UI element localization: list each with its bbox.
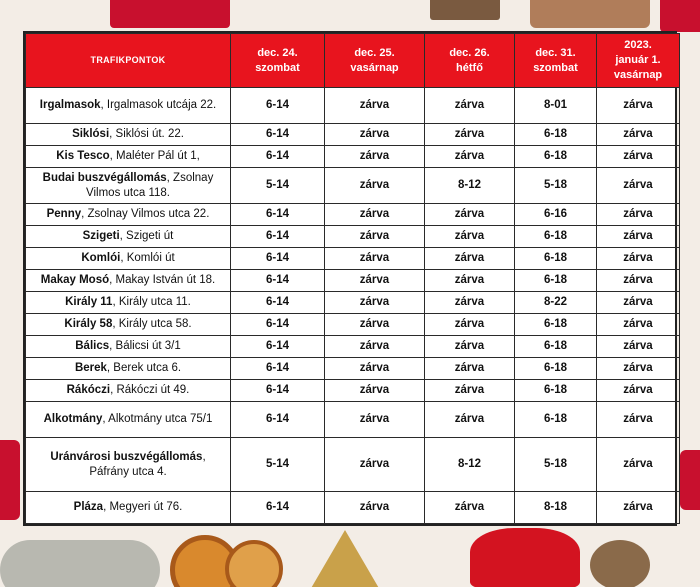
location-name: Király 11 [65, 296, 113, 308]
hours-cell: 6-18 [515, 146, 597, 168]
hours-cell: 6-14 [231, 146, 325, 168]
hours-cell: 6-18 [515, 226, 597, 248]
hours-cell: 6-14 [231, 226, 325, 248]
location-cell [26, 358, 231, 380]
table-row [26, 336, 680, 358]
hours-cell: 6-18 [515, 124, 597, 146]
hours-cell: zárva [425, 380, 515, 402]
location-cell [26, 314, 231, 336]
hours-cell: zárva [325, 248, 425, 270]
hours-cell: 6-14 [231, 492, 325, 524]
location-cell [26, 248, 231, 270]
location-address: , Páfrány utca 4. [89, 450, 206, 478]
hours-cell: 6-14 [231, 248, 325, 270]
red-bow-decoration [470, 528, 580, 587]
hours-cell: zárva [425, 248, 515, 270]
hours-cell: 6-14 [231, 402, 325, 438]
hours-cell: zárva [597, 248, 680, 270]
location-name: Pláza [73, 501, 104, 513]
hours-cell: 6-14 [231, 380, 325, 402]
column-header-dec-24: dec. 24. szombat [231, 34, 325, 88]
hours-cell: 8-18 [515, 492, 597, 524]
hours-cell: 6-18 [515, 402, 597, 438]
table-row [26, 292, 680, 314]
table-row [26, 492, 680, 524]
hours-cell: zárva [425, 146, 515, 168]
ribbon-decoration [530, 0, 650, 28]
location-address: , Berek utca 6. [106, 362, 182, 374]
location-address: , Bálicsi út 3/1 [109, 340, 181, 352]
table-row [26, 402, 680, 438]
hours-cell: zárva [325, 88, 425, 124]
gold-tree-decoration [310, 530, 380, 587]
hours-cell: 6-14 [231, 358, 325, 380]
hours-cell: zárva [597, 270, 680, 292]
location-cell [26, 438, 231, 492]
hours-cell: 6-14 [231, 204, 325, 226]
location-cell [26, 402, 231, 438]
hours-cell: zárva [325, 168, 425, 204]
hours-cell: 5-14 [231, 168, 325, 204]
location-name: Király 58 [64, 318, 113, 330]
opening-hours-table-panel [23, 31, 677, 526]
hours-cell: zárva [597, 402, 680, 438]
location-name: Alkotmány [43, 413, 103, 425]
location-cell [26, 226, 231, 248]
location-name: Uránvárosi buszvégállomás [50, 450, 203, 463]
location-name: Bálics [75, 340, 110, 352]
location-address: , Zsolnay Vilmos utca 22. [81, 208, 210, 220]
hours-cell: zárva [597, 88, 680, 124]
location-address: , Szigeti út [119, 230, 174, 242]
hours-cell: zárva [325, 336, 425, 358]
hours-cell: zárva [597, 314, 680, 336]
location-address: , Makay István út 18. [109, 274, 216, 286]
location-cell [26, 204, 231, 226]
hours-cell: 6-18 [515, 248, 597, 270]
location-name: Kis Tesco [56, 150, 110, 162]
hours-cell: zárva [425, 124, 515, 146]
hours-cell: 6-18 [515, 270, 597, 292]
hours-cell: zárva [425, 226, 515, 248]
table-row [26, 270, 680, 292]
column-header-jan-1: 2023. január 1. vasárnap [597, 34, 680, 88]
hours-cell: zárva [425, 292, 515, 314]
location-cell [26, 168, 231, 204]
hours-cell: 8-22 [515, 292, 597, 314]
hours-cell: zárva [325, 438, 425, 492]
brown-box-decoration [430, 0, 500, 20]
table-row [26, 168, 680, 204]
location-name: Rákóczi [66, 384, 111, 396]
ornament-decoration [680, 450, 700, 510]
hours-cell: zárva [325, 380, 425, 402]
hours-cell: zárva [597, 292, 680, 314]
hours-cell: zárva [425, 270, 515, 292]
hours-cell: zárva [597, 124, 680, 146]
hours-cell: zárva [425, 492, 515, 524]
location-cell [26, 88, 231, 124]
hours-cell: zárva [325, 204, 425, 226]
location-address: , Siklósi út. 22. [109, 128, 184, 140]
location-name: Irgalmasok [39, 99, 101, 111]
hours-cell: zárva [597, 358, 680, 380]
location-name: Komlói [81, 252, 121, 264]
hours-cell: zárva [597, 204, 680, 226]
location-address: , Irgalmasok utcája 22. [100, 99, 217, 111]
hours-cell: zárva [597, 146, 680, 168]
location-address: , Alkotmány utca 75/1 [102, 413, 213, 425]
table-row [26, 438, 680, 492]
location-name: Szigeti [82, 230, 120, 242]
hours-cell: 5-14 [231, 438, 325, 492]
table-row [26, 88, 680, 124]
location-cell [26, 146, 231, 168]
table-row [26, 124, 680, 146]
table-row [26, 358, 680, 380]
pine-cone-decoration [590, 540, 650, 587]
table-row [26, 314, 680, 336]
location-cell [26, 380, 231, 402]
hours-cell: 6-14 [231, 124, 325, 146]
table-header-row [26, 34, 680, 88]
hours-cell: zárva [425, 204, 515, 226]
opening-hours-table [25, 33, 680, 524]
hours-cell: 6-18 [515, 358, 597, 380]
hours-cell: zárva [425, 336, 515, 358]
location-address: , Rákóczi út 49. [110, 384, 190, 396]
location-address: , Megyeri út 76. [103, 501, 183, 513]
hours-cell: zárva [325, 292, 425, 314]
location-cell [26, 124, 231, 146]
location-name: Berek [74, 362, 107, 374]
hours-cell: zárva [597, 226, 680, 248]
hours-cell: zárva [597, 380, 680, 402]
hours-cell: zárva [325, 492, 425, 524]
hours-cell: zárva [597, 168, 680, 204]
location-cell [26, 336, 231, 358]
table-row [26, 204, 680, 226]
hours-cell: zárva [425, 358, 515, 380]
hours-cell: zárva [325, 358, 425, 380]
hours-cell: zárva [325, 314, 425, 336]
location-name: Makay Mosó [40, 274, 110, 286]
hours-cell: zárva [597, 492, 680, 524]
location-address: , Maléter Pál út 1, [109, 150, 200, 162]
table-row [26, 226, 680, 248]
column-header-dec-26: dec. 26. hétfő [425, 34, 515, 88]
table-row [26, 248, 680, 270]
column-header-locations: TRAFIKPONTOK [26, 34, 231, 88]
dried-orange-slice-decoration [225, 540, 283, 587]
column-header-dec-25: dec. 25. vasárnap [325, 34, 425, 88]
hours-cell: 5-18 [515, 168, 597, 204]
hours-cell: zárva [425, 314, 515, 336]
location-address: , Király utca 11. [112, 296, 191, 308]
hours-cell: 6-14 [231, 314, 325, 336]
hours-cell: 8-12 [425, 168, 515, 204]
hours-cell: zárva [425, 88, 515, 124]
hours-cell: 6-18 [515, 314, 597, 336]
hours-cell: zárva [597, 336, 680, 358]
location-cell [26, 270, 231, 292]
location-address: , Zsolnay Vilmos utca 118. [86, 171, 214, 199]
hours-cell: 8-12 [425, 438, 515, 492]
hours-cell: 6-14 [231, 292, 325, 314]
hours-cell: zárva [597, 438, 680, 492]
hours-cell: zárva [425, 402, 515, 438]
red-gift-box-decoration [660, 0, 700, 32]
red-gift-box-decoration [110, 0, 230, 28]
location-name: Siklósi [72, 128, 110, 140]
pine-branch-decoration [0, 540, 160, 587]
location-cell [26, 492, 231, 524]
location-address: , Komlói út [120, 252, 175, 264]
hours-cell: 6-14 [231, 270, 325, 292]
hours-cell: 6-18 [515, 336, 597, 358]
location-cell [26, 292, 231, 314]
hours-cell: zárva [325, 402, 425, 438]
location-name: Penny [46, 208, 82, 220]
hours-cell: 6-14 [231, 88, 325, 124]
hours-cell: zárva [325, 270, 425, 292]
table-row [26, 146, 680, 168]
table-row [26, 380, 680, 402]
hours-cell: zárva [325, 146, 425, 168]
hours-cell: 6-14 [231, 336, 325, 358]
hours-cell: 8-01 [515, 88, 597, 124]
location-name: Budai buszvégállomás [42, 171, 167, 184]
hours-cell: 5-18 [515, 438, 597, 492]
hours-cell: 6-16 [515, 204, 597, 226]
ornament-decoration [0, 440, 20, 520]
hours-cell: zárva [325, 124, 425, 146]
hours-cell: 6-18 [515, 380, 597, 402]
column-header-dec-31: dec. 31. szombat [515, 34, 597, 88]
location-address: , Király utca 58. [112, 318, 192, 330]
hours-cell: zárva [325, 226, 425, 248]
